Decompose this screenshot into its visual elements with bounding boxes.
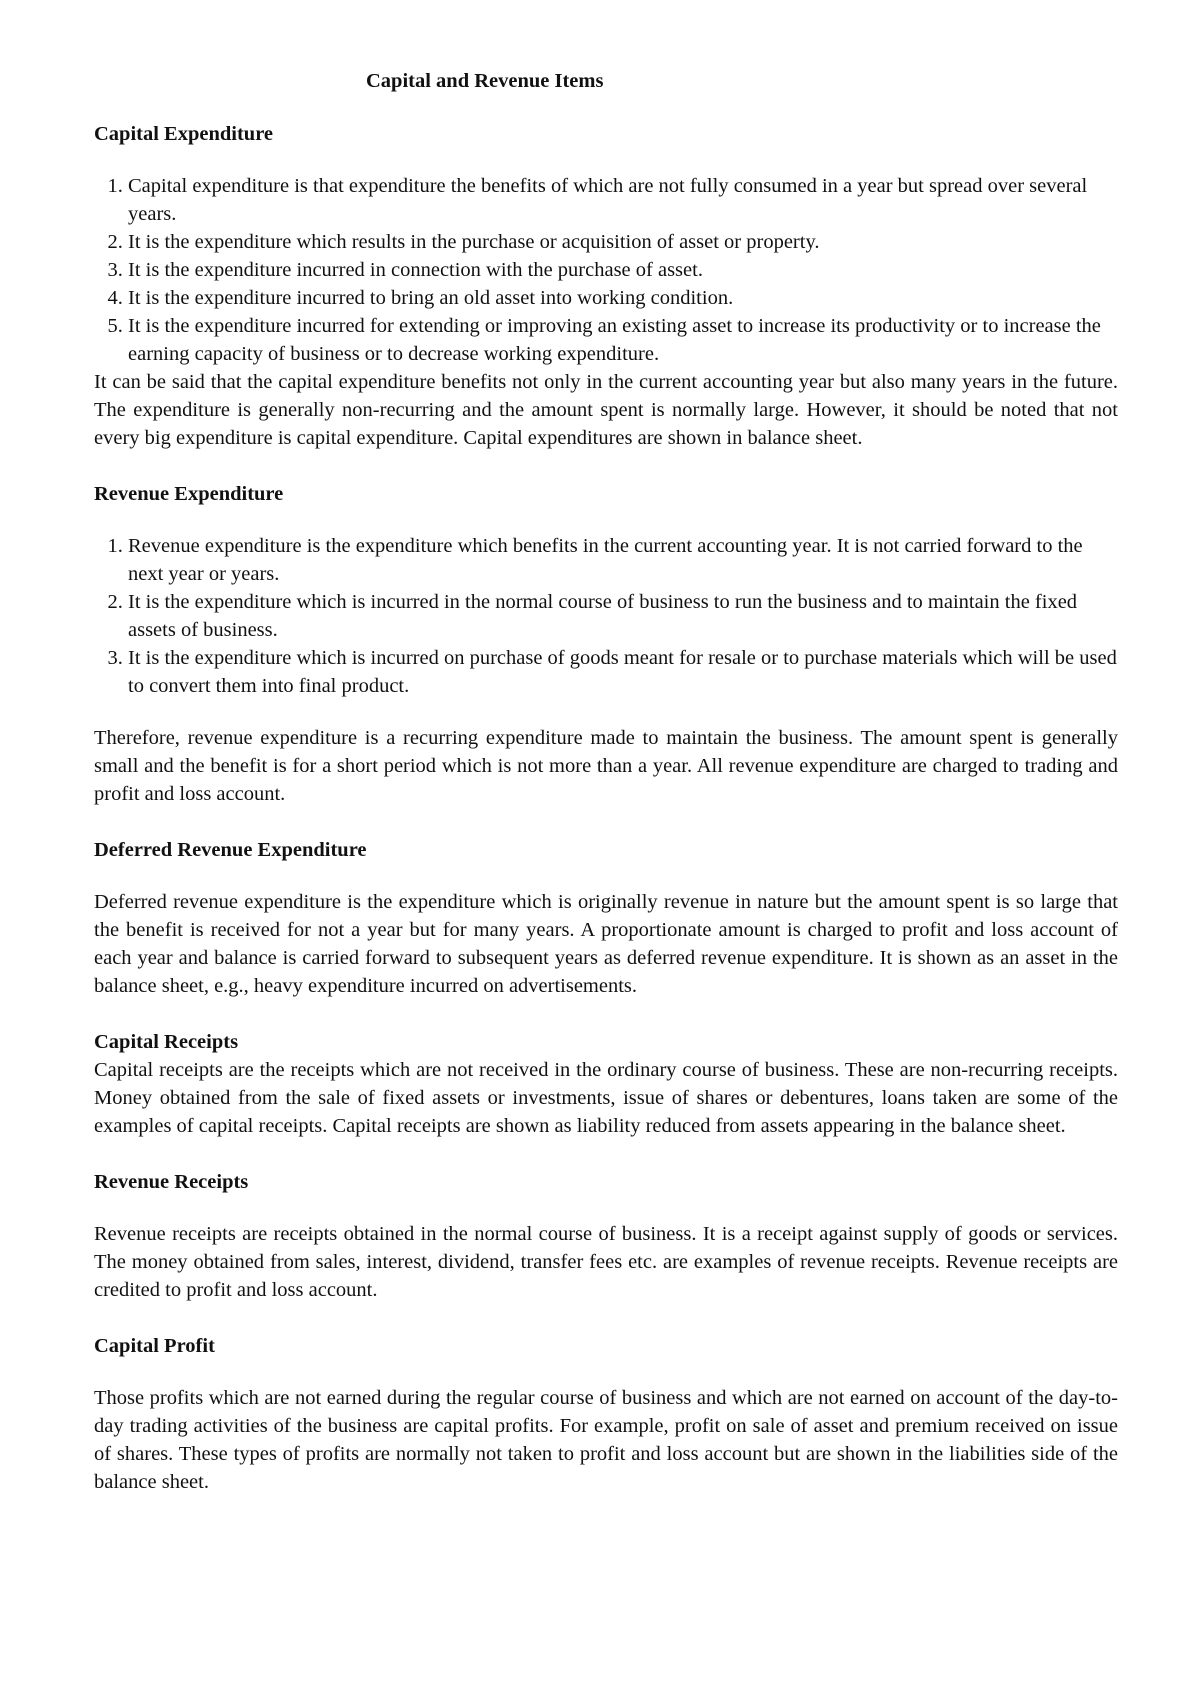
list-item: 2. It is the expenditure which results in the purchase or acquisition of asset or property.: [128, 228, 1118, 256]
list-item: 3. It is the expenditure which is incurred on purchase of goods meant for resale or to purchase materials which will be used to convert them into final product.: [128, 644, 1118, 700]
paragraph: Revenue receipts are receipts obtained in the normal course of business. It is a receipt against supply of goods or services. The money obtained from sales, interest, dividend, transfer fees etc. are examples of revenue receipts. Revenue receipts are credited to profit and loss account.: [94, 1223, 1118, 1301]
list-item: 4. It is the expenditure incurred to bring an old asset into working condition.: [128, 284, 1118, 312]
list-item: 2. It is the expenditure which is incurred in the normal course of business to run the business and to maintain the fixed assets of business.: [128, 588, 1118, 644]
section-heading: Capital Expenditure: [94, 123, 274, 145]
section-capital-receipts: [94, 1028, 1118, 1140]
section-capital-expenditure: [94, 120, 1118, 452]
list-item: 1. Revenue expenditure is the expenditure which benefits in the current accounting year. It is not carried forward to the next year or years.: [128, 532, 1118, 588]
list-item: 3. It is the expenditure incurred in connection with the purchase of asset.: [128, 256, 1118, 284]
section-heading: Revenue Expenditure: [94, 483, 284, 505]
paragraph: Capital receipts are the receipts which are not received in the ordinary course of business. These are non-recurring receipts. Money obtained from the sale of fixed assets or investments, issue of shares or debentures, loans taken are some of the examples of capital receipts. Capital receipts are shown as liability reduced from assets appearing in the balance sheet.: [94, 1059, 1118, 1137]
section-deferred-revenue-expenditure: [94, 836, 1118, 1000]
section-revenue-expenditure: [94, 480, 1118, 808]
section-heading: Revenue Receipts: [94, 1171, 249, 1193]
paragraph: Therefore, revenue expenditure is a recurring expenditure made to maintain the business. The amount spent is generally small and the benefit is for a short period which is not more than a year. All revenue expenditure are charged to trading and profit and loss account.: [94, 727, 1118, 805]
capital-expenditure-list: [94, 172, 1118, 368]
paragraph: It can be said that the capital expenditure benefits not only in the current accounting year but also many years in the future. The expenditure is generally non-recurring and the amount spent is normally large. However, it should be noted that not every big expenditure is capital expenditure. Capital expenditures are shown in balance sheet.: [94, 371, 1118, 449]
page-title: Capital and Revenue Items: [366, 70, 604, 92]
section-revenue-receipts: [94, 1168, 1118, 1304]
section-heading: Capital Receipts: [94, 1031, 239, 1053]
document-page: [94, 66, 1118, 1496]
section-capital-profit: [94, 1332, 1118, 1496]
section-heading: Capital Profit: [94, 1335, 215, 1357]
revenue-expenditure-list: [94, 532, 1118, 700]
paragraph: Deferred revenue expenditure is the expenditure which is originally revenue in nature but the amount spent is so large that the benefit is received for not a year but for many years. A proportionate amount is charged to profit and loss account of each year and balance is carried forward to subsequent years as deferred revenue expenditure. It is shown as an asset in the balance sheet, e.g., heavy expenditure incurred on advertisements.: [94, 891, 1118, 997]
list-item: 1. Capital expenditure is that expenditure the benefits of which are not fully consumed in a year but spread over several years.: [128, 172, 1118, 228]
list-item: 5. It is the expenditure incurred for extending or improving an existing asset to increase its productivity or to increase the earning capacity of business or to decrease working expenditure.: [128, 312, 1118, 368]
section-heading: Deferred Revenue Expenditure: [94, 839, 367, 861]
paragraph: Those profits which are not earned during the regular course of business and which are not earned on account of the day-to-day trading activities of the business are capital profits. For example, profit on sale of asset and premium received on issue of shares. These types of profits are normally not taken to profit and loss account but are shown in the liabilities side of the balance sheet.: [94, 1387, 1118, 1493]
